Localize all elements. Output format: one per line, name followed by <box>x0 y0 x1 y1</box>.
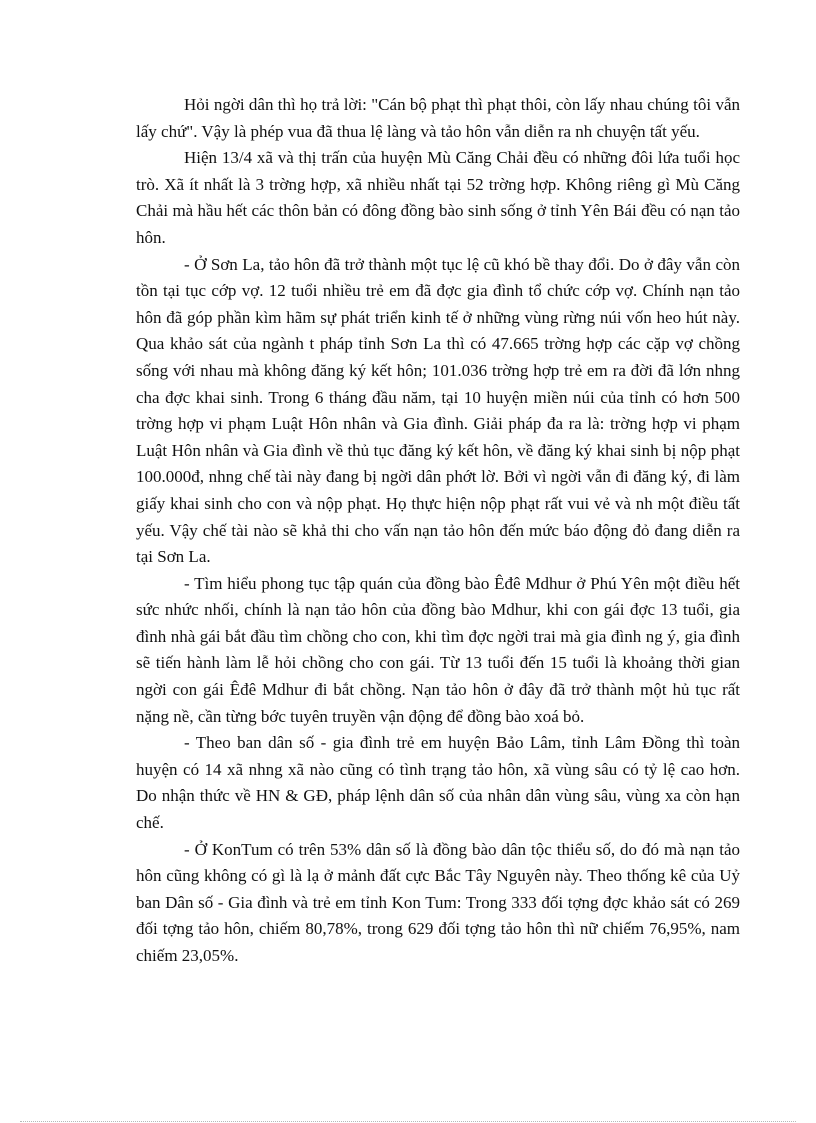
paragraph-son-la: - Ở Sơn La, tảo hôn đã trở thành một tục lệ cũ khó bề thay đổi. Do ở đây vẫn còn tồn tại tục cớp vợ. 12 tuổi nhiều trẻ em đã đợc gia đình tổ chức cớp vợ. Chính nạn tảo hôn đã góp phần kìm hãm sự phát triển kinh tế ở những vùng rừng núi vốn heo hút này. Qua khảo sát của ngành t pháp tỉnh Sơn La thì có 47.665 trờng hợp các cặp vợ chồng sống với nhau mà không đăng ký kết hôn; 101.036 trờng hợp trẻ em ra đời đã lớn nhng cha đợc khai sinh. Trong 6 tháng đầu năm, tại 10 huyện miền núi của tỉnh có hơn 500 trờng hợp vi phạm Luật Hôn nhân và Gia đình. Giải pháp đa ra là: trờng hợp vi phạm Luật Hôn nhân và Gia đình về thủ tục đăng ký kết hôn, về đăng ký khai sinh bị nộp phạt 100.000đ, nhng chế tài này đang bị ngời dân phớt lờ. Bởi vì ngời vẫn đi đăng ký, đi làm giấy khai sinh cho con và nộp phạt. Họ thực hiện nộp phạt rất vui vẻ và nh một điều tất yếu. Vậy chế tài nào sẽ khả thi cho vấn nạn tảo hôn đến mức báo động đỏ đang diễn ra tại Sơn La. <box>136 254 740 567</box>
paragraph-phu-yen: - Tìm hiểu phong tục tập quán của đồng bào Êđê Mdhur ở Phú Yên một điều hết sức nhức nhối, chính là nạn tảo hôn của đồng bào Mdhur, khi con gái đợc 13 tuổi, gia đình nhà gái bắt đầu tìm chồng cho con, khi tìm đợc ngời trai mà gia đình ng ý, gia đình sẽ tiến hành làm lễ hỏi chồng cho con gái. Từ 13 tuổi đến 15 tuổi là khoảng thời gian ngời con gái Êđê Mdhur đi bắt chồng. Nạn tảo hôn ở đây đã trở thành một hủ tục rất nặng nề, cần từng bớc tuyên truyền vận động để đồng bào xoá bỏ. <box>136 573 740 726</box>
document-body <box>136 92 740 970</box>
paragraph-mu-cang-chai: Hiện 13/4 xã và thị trấn của huyện Mù Căng Chải đều có những đôi lứa tuổi học trò. Xã ít nhất là 3 trờng hợp, xã nhiều nhất tại 52 trờng hợp. Không riêng gì Mù Căng Chải mà hầu hết các thôn bản có đông đồng bào sinh sống ở tỉnh Yên Bái đều có nạn tảo hôn. <box>136 148 740 247</box>
page-bottom-divider <box>20 1121 796 1122</box>
paragraph-kon-tum: - Ở KonTum có trên 53% dân số là đồng bào dân tộc thiểu số, do đó mà nạn tảo hôn cũng không có gì là lạ ở mảnh đất cực Bắc Tây Nguyên này. Theo thống kê của Uỷ ban Dân số - Gia đình và trẻ em tỉnh Kon Tum: Trong 333 đối tợng đợc khảo sát có 269 đối tợng tảo hôn, chiếm 80,78%, trong 629 đối tợng tảo hôn thì nữ chiếm 76,95%, nam chiếm 23,05%. <box>136 839 740 965</box>
paragraph-bao-lam: - Theo ban dân số - gia đình trẻ em huyện Bảo Lâm, tỉnh Lâm Đồng thì toàn huyện có 14 xã nhng xã nào cũng có tình trạng tảo hôn, xã vùng sâu có tỷ lệ cao hơn. Do nhận thức về HN & GĐ, pháp lệnh dân số của nhân dân vùng sâu, vùng xa còn hạn chế. <box>136 733 740 833</box>
paragraph-public-opinion: Hỏi ngời dân thì họ trả lời: "Cán bộ phạt thì phạt thôi, còn lấy nhau chúng tôi vẫn lấy chứ". Vậy là phép vua đã thua lệ làng và tảo hôn vẫn diễn ra nh chuyện tất yếu. <box>136 95 740 141</box>
